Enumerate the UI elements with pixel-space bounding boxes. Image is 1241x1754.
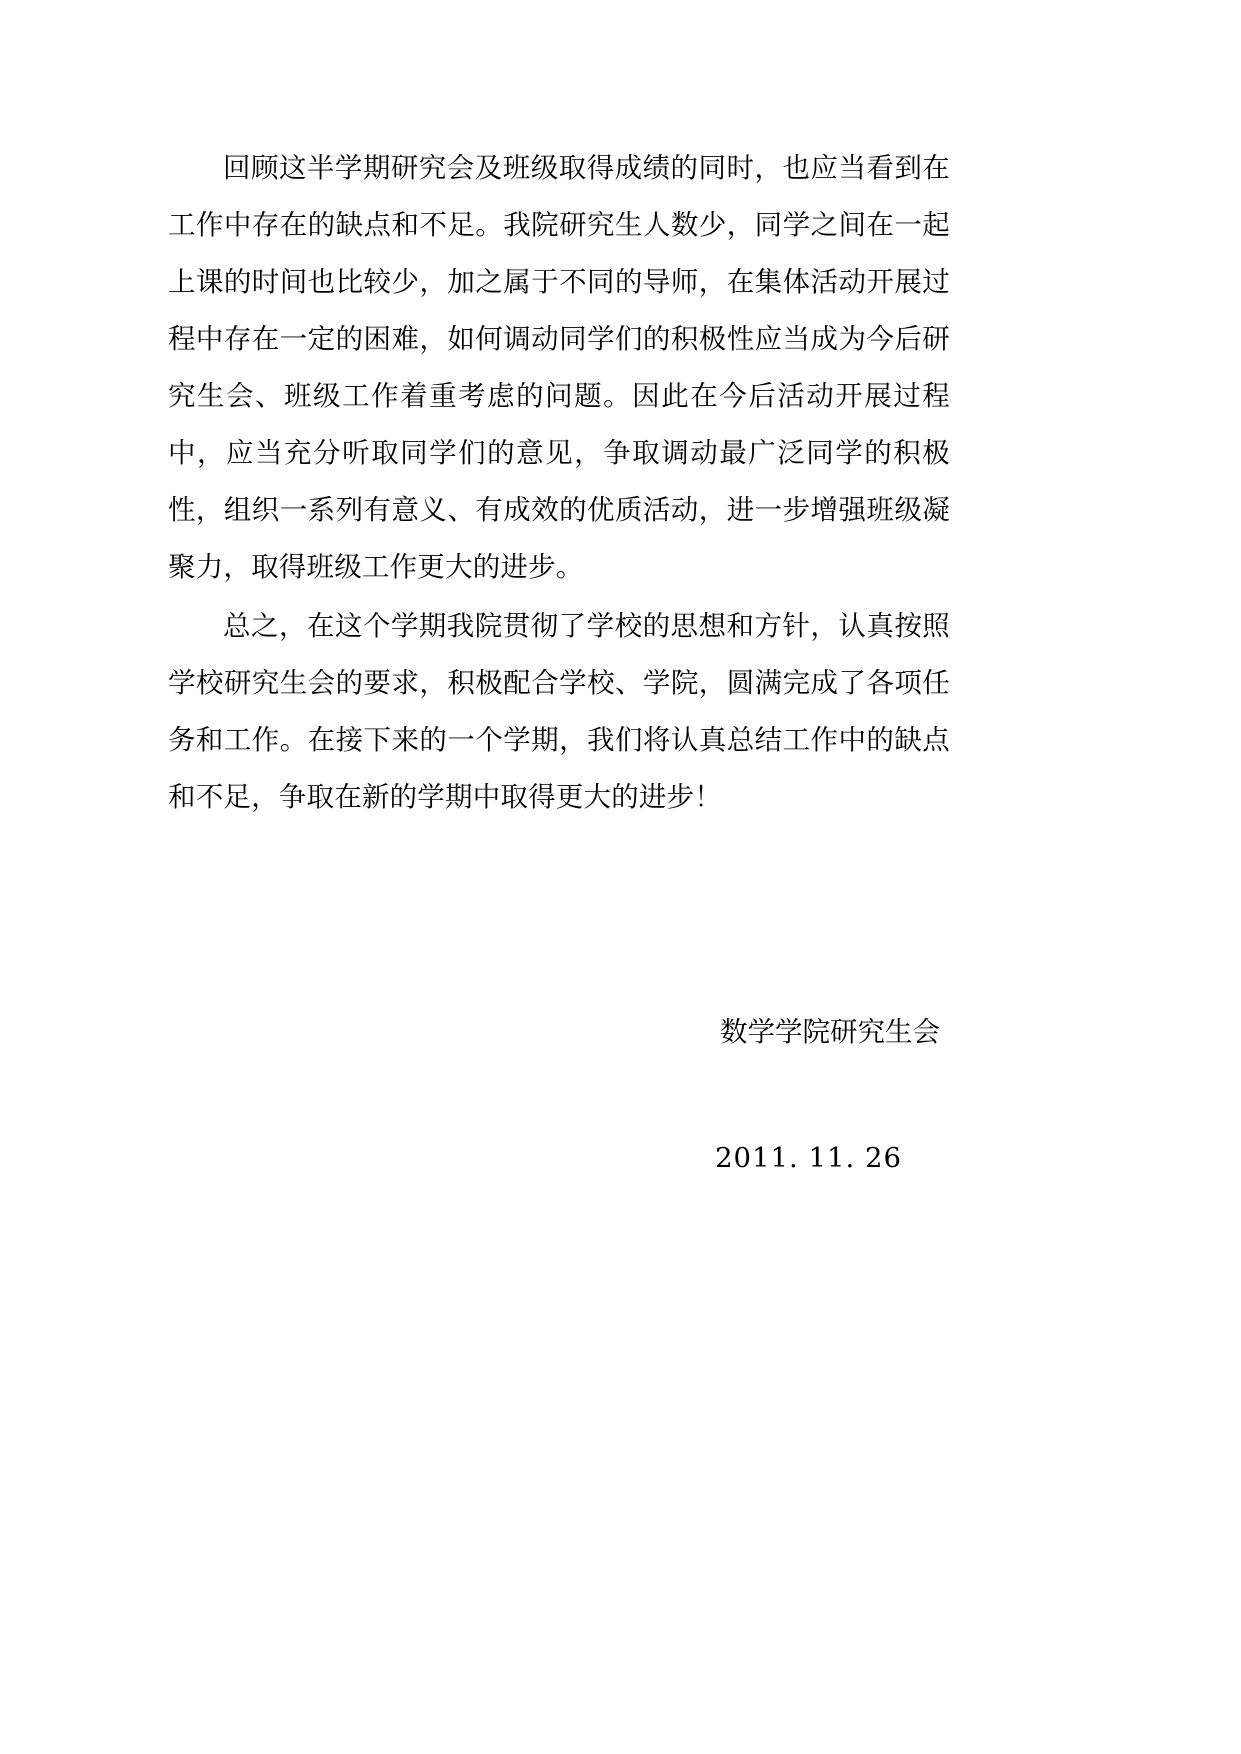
- signature-date: 2011. 11. 26: [715, 1142, 902, 1174]
- signature-block: [168, 1010, 950, 1180]
- body-paragraph-2: 总之，在这个学期我院贯彻了学校的思想和方针，认真按照学校研究生会的要求，积极配合学校、学院，圆满完成了各项任务和工作。在接下来的一个学期，我们将认真总结工作中的缺点和不足，争取在新的学期中取得更大的进步！: [168, 610, 950, 813]
- signature-organization: 数学学院研究生会: [720, 1016, 940, 1048]
- body-paragraph-1: 回顾这半学期研究会及班级取得成绩的同时，也应当看到在工作中存在的缺点和不足。我院研究生人数少，同学之间在一起上课的时间也比较少，加之属于不同的导师，在集体活动开展过程中存在一定的困难，如何调动同学们的积极性应当成为今后研究生会、班级工作着重考虑的问题。因此在今后活动开展过程中，应当充分听取同学们的意见，争取调动最广泛同学的积极性，组织一系列有意义、有成效的优质活动，进一步增强班级凝聚力，取得班级工作更大的进步。: [168, 152, 950, 583]
- document-body: [168, 140, 950, 826]
